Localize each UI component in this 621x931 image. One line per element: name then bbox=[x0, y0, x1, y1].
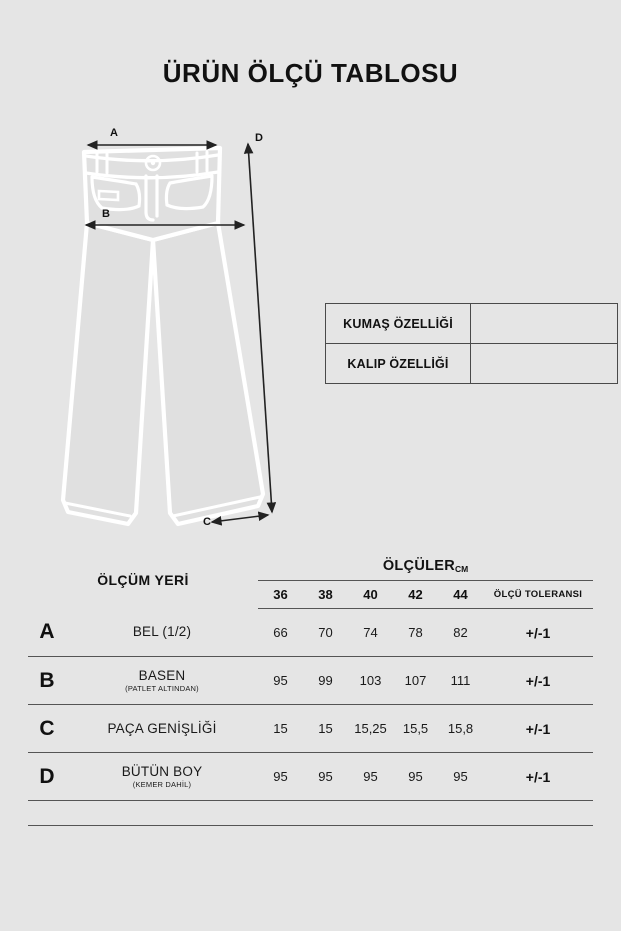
table-header-row-top bbox=[28, 552, 593, 581]
table-row bbox=[28, 657, 593, 705]
page-title: ÜRÜN ÖLÇÜ TABLOSU bbox=[162, 58, 459, 88]
empty-cell-44 bbox=[438, 801, 483, 826]
header-size-44: 44 bbox=[438, 581, 483, 609]
table-row bbox=[28, 753, 593, 801]
empty-cell-tolerance bbox=[483, 801, 593, 826]
row-b-value-38: 99 bbox=[303, 657, 348, 705]
row-d-value-38: 95 bbox=[303, 753, 348, 801]
row-d-tolerance: +/-1 bbox=[483, 753, 593, 801]
header-size-40: 40 bbox=[348, 581, 393, 609]
row-letter-d: D bbox=[28, 753, 66, 801]
row-name-a bbox=[66, 609, 258, 657]
row-d-value-40: 95 bbox=[348, 753, 393, 801]
table-row-empty bbox=[28, 801, 593, 826]
empty-cell-letter bbox=[28, 801, 66, 826]
row-b-value-44: 111 bbox=[438, 657, 483, 705]
header-size-36: 36 bbox=[258, 581, 303, 609]
row-c-value-36: 15 bbox=[258, 705, 303, 753]
header-measurements-unit: CM bbox=[455, 564, 469, 574]
row-a-value-44: 82 bbox=[438, 609, 483, 657]
empty-cell-40 bbox=[348, 801, 393, 826]
product-properties-table bbox=[325, 303, 618, 384]
row-name-d-title: BÜTÜN BOY bbox=[121, 763, 203, 779]
row-name-a-title: BEL (1/2) bbox=[132, 624, 192, 640]
row-a-value-38: 70 bbox=[303, 609, 348, 657]
header-measurement-place: ÖLÇÜM YERİ bbox=[97, 572, 189, 589]
empty-cell-name bbox=[66, 801, 258, 826]
row-a-value-36: 66 bbox=[258, 609, 303, 657]
empty-cell-36 bbox=[258, 801, 303, 826]
row-name-c-title: PAÇA GENİŞLİĞİ bbox=[107, 720, 217, 736]
row-a-value-42: 78 bbox=[393, 609, 438, 657]
row-b-value-36: 95 bbox=[258, 657, 303, 705]
empty-cell-42 bbox=[393, 801, 438, 826]
row-c-tolerance: +/-1 bbox=[483, 705, 593, 753]
header-measurements bbox=[258, 552, 593, 581]
row-d-value-36: 95 bbox=[258, 753, 303, 801]
dimension-label-d: D bbox=[255, 132, 264, 144]
header-size-38: 38 bbox=[303, 581, 348, 609]
row-c-value-44: 15,8 bbox=[438, 705, 483, 753]
header-measurements-text: ÖLÇÜLER bbox=[382, 558, 455, 574]
pants-technical-drawing-svg bbox=[40, 120, 290, 540]
row-d-value-42: 95 bbox=[393, 753, 438, 801]
row-name-d bbox=[66, 753, 258, 801]
dimension-label-b: B bbox=[102, 208, 111, 220]
property-row-fit bbox=[326, 344, 618, 384]
property-row-fabric bbox=[326, 304, 618, 344]
row-c-value-38: 15 bbox=[303, 705, 348, 753]
header-size-42: 42 bbox=[393, 581, 438, 609]
row-d-value-44: 95 bbox=[438, 753, 483, 801]
row-letter-b: B bbox=[28, 657, 66, 705]
fit-property-label: KALIP ÖZELLİĞİ bbox=[326, 344, 471, 384]
row-c-value-40: 15,25 bbox=[348, 705, 393, 753]
row-a-value-40: 74 bbox=[348, 609, 393, 657]
pants-shape bbox=[63, 148, 263, 524]
row-b-tolerance: +/-1 bbox=[483, 657, 593, 705]
row-a-tolerance: +/-1 bbox=[483, 609, 593, 657]
dimension-label-a: A bbox=[110, 127, 119, 139]
row-name-c bbox=[66, 705, 258, 753]
row-name-b bbox=[66, 657, 258, 705]
fabric-property-value[interactable] bbox=[471, 304, 618, 344]
product-diagram bbox=[40, 120, 290, 540]
size-measurement-table bbox=[28, 552, 593, 826]
empty-cell-38 bbox=[303, 801, 348, 826]
header-tolerance: ÖLÇÜ TOLERANSI bbox=[483, 581, 593, 609]
row-b-value-42: 107 bbox=[393, 657, 438, 705]
row-name-b-title: BASEN bbox=[138, 667, 186, 683]
row-letter-a: A bbox=[28, 609, 66, 657]
row-name-b-sub: (PATLET ALTINDAN) bbox=[125, 684, 199, 694]
row-c-value-42: 15,5 bbox=[393, 705, 438, 753]
fabric-property-label: KUMAŞ ÖZELLİĞİ bbox=[326, 304, 471, 344]
row-letter-c: C bbox=[28, 705, 66, 753]
row-b-value-40: 103 bbox=[348, 657, 393, 705]
row-name-d-sub: (KEMER DAHİL) bbox=[132, 780, 192, 790]
table-row bbox=[28, 705, 593, 753]
dimension-label-c: C bbox=[203, 516, 212, 528]
fit-property-value[interactable] bbox=[471, 344, 618, 384]
table-row bbox=[28, 609, 593, 657]
